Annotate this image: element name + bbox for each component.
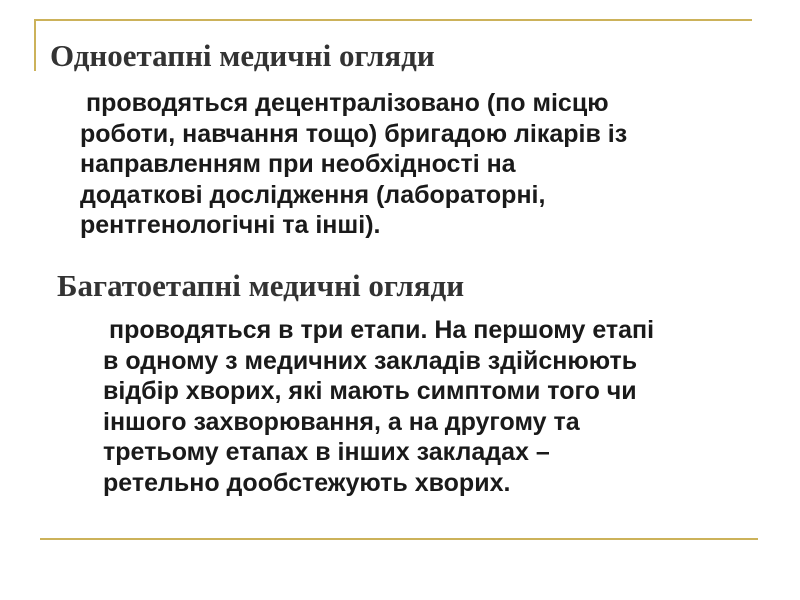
section-1-line: направленням при необхідності на (80, 150, 516, 178)
section-1-line: роботи, навчання тощо) бригадою лікарів із (80, 119, 628, 148)
section-2-line: іншого захворювання, а на другому та (103, 407, 580, 436)
top-decorative-rule (34, 19, 752, 21)
section-2-line: відбір хворих, які мають симптоми того чи (103, 377, 637, 405)
section-2-line: ретельно дообстежують хворих. (103, 468, 511, 497)
bottom-decorative-rule (40, 538, 758, 540)
section-2-paragraph (103, 315, 793, 498)
section-1-paragraph (80, 88, 780, 241)
left-decorative-rule (34, 19, 36, 71)
section-1-heading: Одноетапні медичні огляди (50, 38, 435, 73)
section-1-line: проводяться децентралізовано (по місцю (86, 89, 609, 117)
section-2-line: в одному з медичних закладів здійснюють (103, 346, 638, 375)
section-1-line: додаткові дослідження (лабораторні, (80, 180, 546, 209)
section-2-line: третьому етапах в інших закладах – (103, 438, 550, 466)
section-1-line: рентгенологічні та інші). (80, 211, 381, 239)
section-2-heading: Багатоетапні медичні огляди (57, 268, 465, 303)
section-2-line: проводяться в три етапи. На першому етапі (109, 316, 655, 344)
